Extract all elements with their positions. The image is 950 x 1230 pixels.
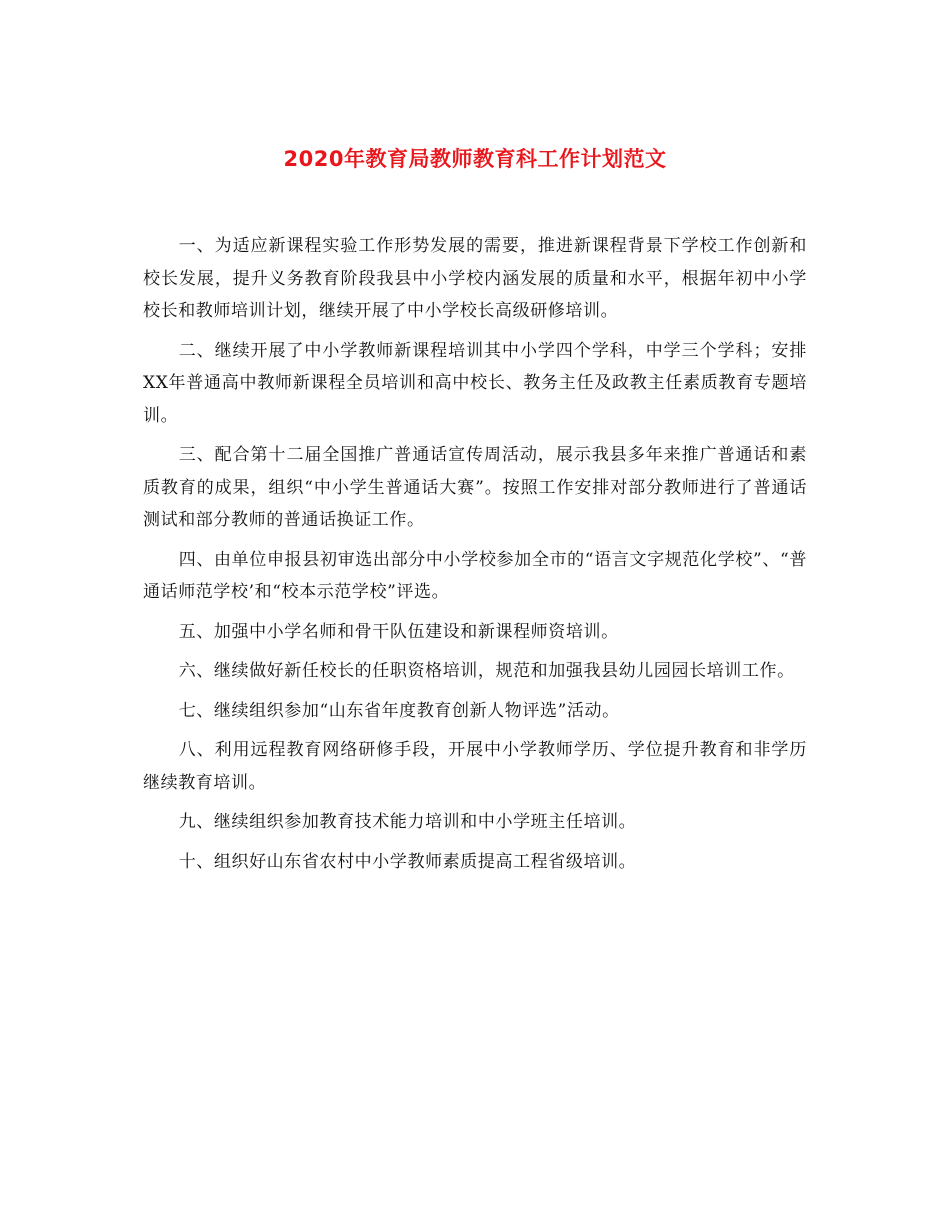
paragraph: 一、为适应新课程实验工作形势发展的需要，推进新课程背景下学校工作创新和校长发展，提升义务教育阶段我县中小学校内涵发展的质量和水平，根据年初中小学校长和教师培训计划，继续开展了中小学校长高级研修培训。 [143, 236, 807, 321]
paragraph: 四、由单位申报县初审选出部分中小学校参加全市的“语言文字规范化学校”、“普通话师范学校’和“校本示范学校”评选。 [143, 549, 807, 602]
paragraph: 二、继续开展了中小学教师新课程培训其中小学四个学科，中学三个学科；安排XX年普通高中教师新课程全员培训和高中校长、教务主任及政教主任素质教育专题培训。 [143, 340, 807, 426]
paragraph: 八、利用远程教育网络研修手段，开展中小学教师学历、学位提升教育和非学历继续教育培训。 [143, 740, 807, 793]
paragraph: 九、继续组织参加教育技术能力培训和中小学班主任培训。 [178, 812, 637, 832]
document-title: 2020年教育局教师教育科工作计划范文 [283, 147, 667, 171]
paragraph: 六、继续做好新任校长的任职资格培训，规范和加强我县幼儿园园长培训工作。 [178, 661, 795, 681]
paragraph: 七、继续组织参加“山东省年度教育创新人物评选”活动。 [178, 700, 620, 721]
paragraph: 十、组织好山东省农村中小学教师素质提高工程省级培训。 [178, 851, 637, 872]
paragraph: 五、加强中小学名师和骨干队伍建设和新课程师资培训。 [178, 621, 619, 642]
document-body [143, 230, 807, 885]
paragraph: 三、配合第十二届全国推广普通话宣传周活动，展示我县多年来推广普通话和素质教育的成果，组织“中小学生普通话大赛”。按照工作安排对部分教师进行了普通话测试和部分教师的普通话换证工作。 [143, 445, 807, 530]
